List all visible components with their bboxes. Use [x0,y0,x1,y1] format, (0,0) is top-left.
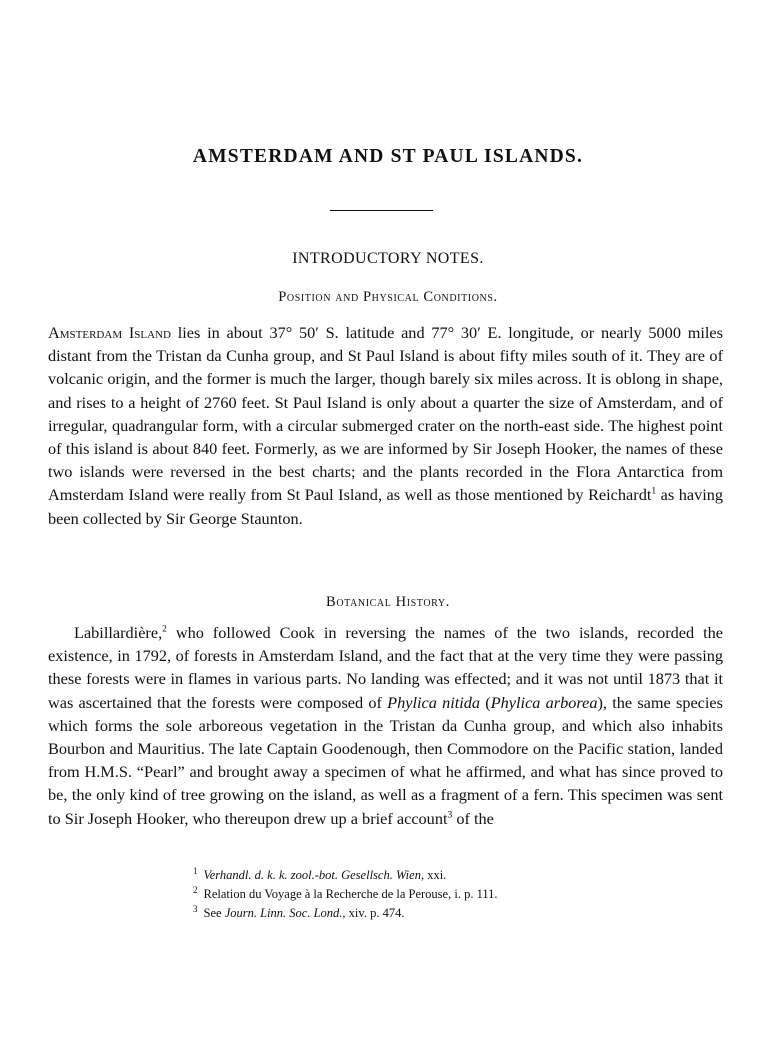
paragraph-text: who followed Cook in reversing the names of the two islands, recorded the existence, in 1792, of forests in Amsterdam Island, and the fact that at the very time they were passing these forests were in flames in various parts. No landing was effected; and it was not until 1873 that it was ascertained that the forests were composed of [48,623,723,712]
footnote-text: Relation du Voyage à la Recherche de la Perouse, i. p. 111. [203,887,498,902]
species-name: Phylica nitida [387,692,481,712]
page-subtitle: INTRODUCTORY NOTES. [292,250,484,267]
footnote-text: xiv. p. 474. [345,906,405,921]
paragraph-position [48,321,723,530]
footnote-text: xxi. [424,868,447,883]
footnote-number: 2 [193,885,198,895]
paragraph-text: Labillardière, [74,623,163,642]
paragraph-botanical [48,621,723,830]
footnote [193,900,404,922]
title-rule [330,210,433,211]
footnote-citation: Journ. Linn. Soc. Lond., [224,906,346,921]
section-heading-position: Position and Physical Conditions. [278,289,498,305]
footnote-text: See [203,906,225,921]
section-heading-botanical: Botanical History. [326,594,450,610]
lead-in: Amsterdam Island [48,323,171,342]
footnote-number: 3 [193,904,198,914]
page-title: AMSTERDAM AND ST PAUL ISLANDS. [192,146,584,167]
footnote-marker: 3 [447,810,453,821]
paragraph-text: ), the same species which forms the sole arboreous vegetation in the Tristan da Cunha group, and which also inhabits Bourbon and Mauritius. The late Captain Goodenough, then Commodore on the Pacific station, landed from H.M.S. “Pearl” and brought away a specimen of what he affirmed, and what has since proved to be, the only kind of tree growing on the island, as well as a fragment of a fern. This specimen was sent to Sir Joseph Hooker, who thereupon drew up a brief account [48,692,723,828]
paragraph-body: lies in about 37° 50′ S. latitude and 77° 30′ E. longitude, or nearly 5000 miles distant from the Tristan da Cunha group, and St Paul Island is about fifty miles south of it. They are of volcanic origin, and the former is much the larger, though barely six miles across. It is oblong in shape, and rises to a height of 2760 feet. St Paul Island is only about a quarter the size of Amsterdam, and of irregular, quadrangular form, with a circular submerged crater on the north-east side. The highest point of this island is about 840 feet. Formerly, as we are informed by Sir Joseph Hooker, the names of these two islands were reversed in the best charts; and the plants recorded in the Flora Antarctica from Amsterdam Island were really from St Paul Island, as well as those mentioned by Reichardt [48,323,723,505]
species-name: Phylica arborea [490,692,598,712]
footnote-marker: 1 [651,487,657,497]
paragraph-text: ( [480,692,491,712]
paragraph-text: of the [452,808,494,828]
paragraph-tail: as having been collected by Sir George Staunton. [48,485,724,528]
footnote-citation: Verhandl. d. k. k. zool.-bot. Gesellsch. Wien, [203,868,425,883]
footnote-number: 1 [193,866,198,876]
footnote-marker: 2 [162,624,167,635]
